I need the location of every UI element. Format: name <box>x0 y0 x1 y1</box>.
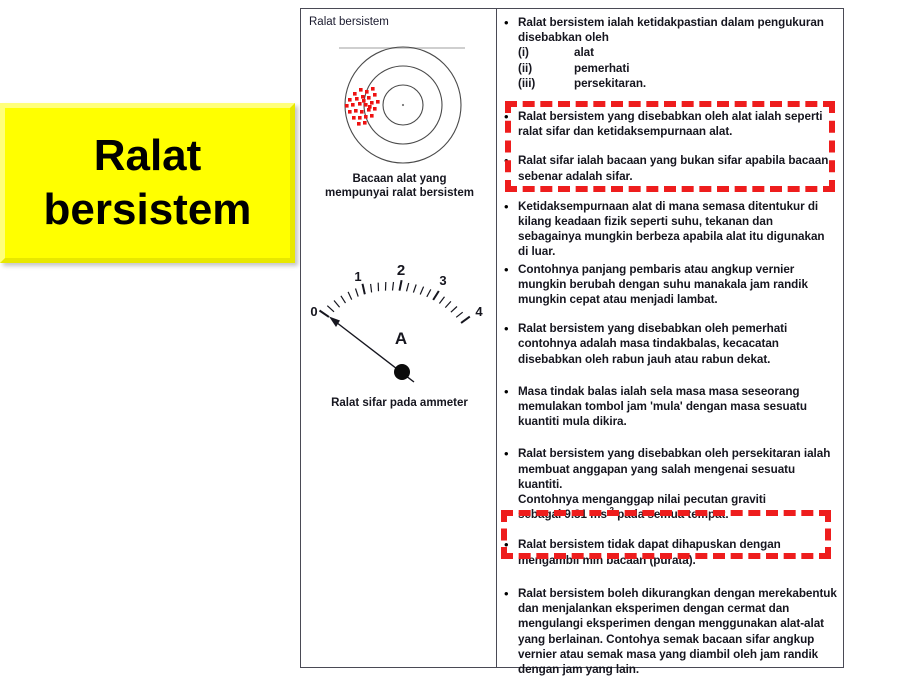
list-item-text-6: Masa tindak balas ialah sela masa masa seseorang memulakan tombol jam 'mula' dengan masa sesuatu kuantiti mula dikira. <box>518 384 837 430</box>
target-center-dot <box>401 104 403 106</box>
sub-list-item <box>518 76 837 91</box>
figure-target-caption-line1: Bacaan alat yang <box>307 172 492 186</box>
target-scatter-svg <box>315 40 485 168</box>
title-line-1: Ralat <box>94 129 202 183</box>
sub-item-label-1: pemerhati <box>574 61 629 76</box>
bullet-icon: • <box>501 153 518 168</box>
list-item-text-8: Ralat bersistem tidak dapat dihapuskan dengan mengambil min bacaan (purata). <box>518 537 837 567</box>
bullet-icon: • <box>501 262 518 277</box>
list-item <box>501 15 837 91</box>
list-item-text-4: Contohnya panjang pembaris atau angkup vernier mungkin berubah dengan suhu manakala jam randik mungkin cepat atau menjadi lambat. <box>518 262 837 308</box>
list-item-text-7 <box>518 446 837 522</box>
ammeter-label-4: 4 <box>475 304 483 319</box>
list-item-extra-line-b <box>518 507 837 522</box>
list-item-label: Ralat bersistem ialah ketidakpastian dalam pengukuran disebabkan oleh <box>518 16 824 44</box>
figure-target-caption <box>307 172 492 200</box>
ammeter-svg <box>309 256 491 392</box>
gravity-value-prefix: sebagai 9.81 ms <box>518 508 607 521</box>
figure-ammeter-caption <box>307 396 492 410</box>
content-table <box>300 8 844 668</box>
list-item-text-5: Ralat bersistem yang disebabkan oleh pemerhati contohnya adalah masa tindakbalas, kecacatan disebabkan oleh rabun jauh atau rabun dekat. <box>518 321 837 367</box>
right-column <box>497 9 843 667</box>
list-item <box>501 153 837 183</box>
bullet-icon: • <box>501 586 518 601</box>
spacer <box>501 100 837 109</box>
ammeter-label-2: 2 <box>396 262 404 279</box>
bullet-icon: • <box>501 199 518 214</box>
bullet-icon: • <box>501 384 518 399</box>
sub-list <box>518 45 837 91</box>
list-item-extra-line-a: Contohnya menganggap nilai pecutan graviti <box>518 492 837 507</box>
gravity-exponent: -2 <box>607 506 614 515</box>
ammeter-label-3: 3 <box>439 273 446 288</box>
ammeter-ticks <box>321 282 468 323</box>
list-item-text-1: Ralat bersistem yang disebabkan oleh alat ialah seperti ralat sifar dan ketidaksempurnaan alat. <box>518 109 837 139</box>
bullet-icon: • <box>501 537 518 552</box>
sub-item-label-0: alat <box>574 45 594 60</box>
ammeter-unit-label: A <box>394 329 406 348</box>
ammeter-label-1: 1 <box>354 269 361 284</box>
ammeter-pivot <box>394 364 410 380</box>
gravity-value-suffix: pada semua tempat. <box>614 508 729 521</box>
list-item <box>501 384 837 430</box>
sub-item-number-2: (iii) <box>518 76 574 91</box>
list-item <box>501 199 837 260</box>
left-column <box>301 9 497 667</box>
ammeter-needle-tip <box>329 317 340 328</box>
title-plate <box>0 103 295 263</box>
figure-target-scatter <box>307 40 492 200</box>
list-item-text-2: Ralat sifar ialah bacaan yang bukan sifar apabila bacaan sebenar adalah sifar. <box>518 153 837 183</box>
list-item <box>501 109 837 139</box>
sub-list-item <box>518 45 837 60</box>
list-item-text-3: Ketidaksempurnaan alat di mana semasa ditentukur di kilang keadaan fizik seperti suhu, tekanan dan sebagainya mungkin berbeza apabila alat itu digunakan di luar. <box>518 199 837 260</box>
list-item <box>501 586 837 677</box>
list-item <box>501 446 837 522</box>
figure-ammeter-caption-line1: Ralat sifar pada ammeter <box>307 396 492 410</box>
scatter-dot-cluster <box>345 87 380 126</box>
ammeter-major-ticks <box>319 280 469 323</box>
list-item-label: Ralat bersistem yang disebabkan oleh persekitaran ialah membuat anggapan yang salah mengenai sesuatu kuantiti. <box>518 447 830 490</box>
sub-item-number-1: (ii) <box>518 61 574 76</box>
figure-target-caption-line2: mempunyai ralat bersistem <box>307 186 492 200</box>
bullet-icon: • <box>501 15 518 30</box>
ammeter-label-0: 0 <box>310 304 317 319</box>
sub-item-number-0: (i) <box>518 45 574 60</box>
list-item-text-9: Ralat bersistem boleh dikurangkan dengan merekabentuk dan menjalankan eksperimen dengan cermat dan mengulangi eksperimen dengan menggunakan alat-alat yang berlainan. Contohya semak bacaan sifar angkup vernier atau semak masa yang diambil oleh jam randik dengan jam yang lain. <box>518 586 837 677</box>
list-item-text-0 <box>518 15 837 91</box>
bullet-icon: • <box>501 109 518 124</box>
list-item <box>501 262 837 308</box>
title-line-2: bersistem <box>44 183 252 237</box>
list-item <box>501 537 837 567</box>
sub-list-item <box>518 61 837 76</box>
sub-item-label-2: persekitaran. <box>574 76 646 91</box>
bullet-icon: • <box>501 321 518 336</box>
left-column-heading: Ralat bersistem <box>309 16 492 28</box>
figure-ammeter <box>307 256 492 410</box>
bullet-icon: • <box>501 446 518 461</box>
list-item <box>501 321 837 367</box>
